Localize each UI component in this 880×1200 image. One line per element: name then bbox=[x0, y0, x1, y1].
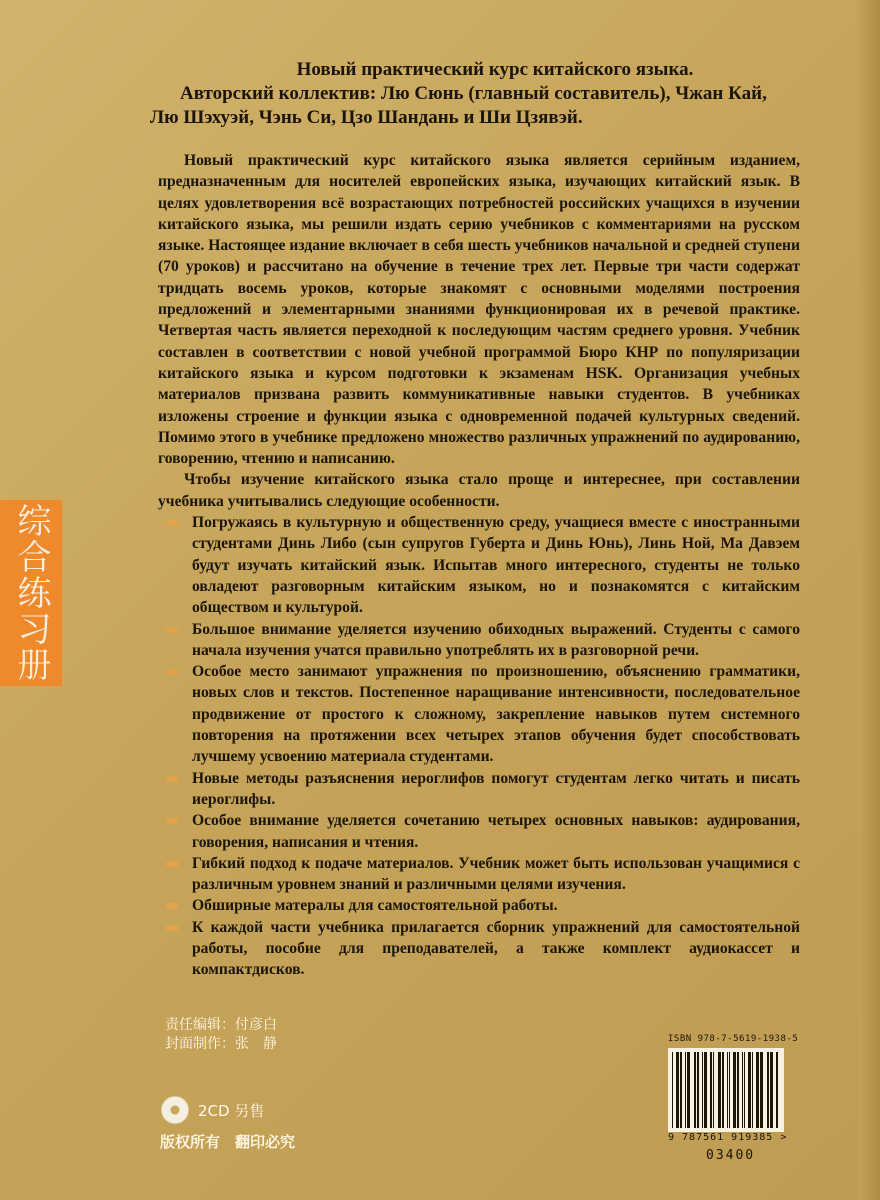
barcode-bar bbox=[729, 1052, 730, 1128]
list-item bbox=[158, 853, 800, 896]
list-item bbox=[158, 768, 800, 811]
header bbox=[150, 58, 840, 130]
barcode-bar bbox=[767, 1052, 769, 1128]
barcode-bar bbox=[676, 1052, 679, 1128]
barcode-bar bbox=[672, 1052, 673, 1128]
list-item-text: Большое внимание уделяется изучению обиходных выражений. Студенты с самого начала изучения учатся правильно употреблять их в разговорной речи. bbox=[192, 620, 800, 659]
barcode-bar bbox=[776, 1052, 778, 1128]
price-code: 03400 bbox=[706, 1148, 756, 1163]
barcode-bar bbox=[697, 1052, 699, 1128]
barcode-bar bbox=[748, 1052, 751, 1128]
bullet-icon bbox=[166, 903, 178, 909]
barcode-bar bbox=[742, 1052, 743, 1128]
list-item bbox=[158, 619, 800, 662]
credits bbox=[165, 1016, 277, 1054]
cd-label: 2CD 另售 bbox=[198, 1101, 265, 1120]
barcode-graphic bbox=[668, 1048, 784, 1132]
cd-note bbox=[160, 1095, 264, 1125]
barcode-bar bbox=[680, 1052, 682, 1128]
isbn-label: ISBN 978-7-5619-1938-5 bbox=[668, 1034, 799, 1044]
barcode bbox=[668, 1048, 784, 1132]
barcode-bar bbox=[694, 1052, 696, 1128]
barcode-bar bbox=[770, 1052, 773, 1128]
book-title: Новый практический курс китайского языка. bbox=[296, 59, 694, 80]
barcode-bar bbox=[687, 1052, 690, 1128]
list-item-text: Особое внимание уделяется сочетанию четырех основных навыков: аудирования, говорения, написания и чтения. bbox=[192, 812, 800, 851]
barcode-bar bbox=[760, 1052, 763, 1128]
bullet-icon bbox=[166, 776, 178, 782]
cover-design-credit: 封面制作：张 静 bbox=[165, 1036, 277, 1052]
copyright-notice: 版权所有 翻印必究 bbox=[160, 1133, 296, 1151]
bullet-icon bbox=[166, 669, 178, 675]
list-item bbox=[158, 810, 800, 853]
barcode-bar bbox=[710, 1052, 712, 1128]
barcode-bar bbox=[727, 1052, 728, 1128]
bullet-icon bbox=[166, 627, 178, 633]
features-intro-paragraph: Чтобы изучение китайского языка стало проще и интереснее, при составлении учебника учитывались следующие особенности. bbox=[158, 471, 800, 510]
features-list bbox=[158, 512, 800, 981]
bullet-icon bbox=[166, 520, 178, 526]
series-tab-label: 综合练习册 bbox=[11, 503, 51, 683]
list-item bbox=[158, 661, 800, 767]
list-item bbox=[158, 895, 800, 916]
barcode-digits: 9 787561 919385 > bbox=[668, 1132, 788, 1143]
cover-edge bbox=[858, 0, 880, 1200]
barcode-bar bbox=[752, 1052, 753, 1128]
list-item-text: Новые методы разъяснения иероглифов помогут студентам легко читать и писать иероглифы. bbox=[192, 769, 800, 808]
description bbox=[158, 150, 800, 981]
barcode-bar bbox=[713, 1052, 714, 1128]
list-item-text: Обширные матерaлы для самостоятельной работы. bbox=[192, 897, 558, 915]
bullet-icon bbox=[166, 861, 178, 867]
series-tab bbox=[0, 500, 62, 686]
barcode-bar bbox=[737, 1052, 739, 1128]
barcode-bar bbox=[685, 1052, 686, 1128]
barcode-bar bbox=[702, 1052, 703, 1128]
intro-paragraph: Новый практический курс китайского языка является серийным изданием, предназначенным для носителей европейских языка, изучающих китайский язык. В целях удовлетворения всё возрастающих потребностей российских учащихся в изучении китайского языка, мы решили издать серию учебников с комментариями на русском языке. Настоящее издание включает в себя шесть учебников начальной и средней ступени (70 уроков) и рассчитано на обучение в течение трех лет. Первые три части содержат тридцать восемь уроков, которые знакомят с основными моделями построения предложений и элементарными знаниями функционировая их в речевой практике. Четвертая часть является переходной к последующим частям среднего уровня. Учебник составлен в соответствии с новой учебной программой Бюро КНР по популяризации китайского языка и курсом подготовки к экзаменам HSK. Организация учебных материалов призвана развить коммуникативные навыки студентов. В учебниках изложены строение и функции языка с одновременной подачей культурных сведений. Помимо этого в учебнике предложено множество различных упражнений по аудированию, говорению, чтению и написанию. bbox=[158, 152, 800, 468]
authors-line-1: Авторский коллектив: Лю Сюнь (главный составитель), Чжан Кай, bbox=[180, 83, 767, 104]
list-item bbox=[158, 512, 800, 618]
bullet-icon bbox=[166, 818, 178, 824]
list-item bbox=[158, 917, 800, 981]
cd-disc-icon bbox=[160, 1095, 190, 1125]
list-item-text: Гибкий подход к подаче материалов. Учебник может быть использован учащимися с различным уровнем знаний и различными целями изучения. bbox=[192, 854, 800, 894]
authors-line-2: Лю Шэхуэй, Чэнь Си, Цзо Шандань и Ши Цзявэй. bbox=[150, 107, 583, 128]
list-item-text: К каждой части учебника прилагается сборник упражнений для самостоятельной работы, пособие для преподавателей, а также комплект аудиокассет и компактдисков. bbox=[192, 918, 800, 979]
barcode-bar bbox=[718, 1052, 721, 1128]
list-item-text: Особое место занимают упражнения по произношению, объяснению грамматики, новых слов и текстов. Постепенное наращивание интенсивности, последовательное продвижение от простого к сложному, закрепление навыков путем системного повторения на протяжении всех четырех этапов обучения будет способствовать лучшему усвоению материала студентами. bbox=[192, 663, 800, 766]
barcode-bar bbox=[722, 1052, 724, 1128]
barcode-bar bbox=[704, 1052, 707, 1128]
list-item-text: Погружаясь в культурную и общественную среду, учащиеся вместе с иностранными студентами Динь Либо (сын супругов Губерта и Динь Юнь), Линь Ной, Ма Давэем будут изучать китайский язык. Испытав много интересного, студенты не только овладеют разговорным китайским языком, но и познакомятся с китайским обществом и культурой. bbox=[192, 514, 800, 617]
barcode-bar bbox=[756, 1052, 759, 1128]
bullet-icon bbox=[166, 925, 178, 931]
barcode-bar bbox=[744, 1052, 745, 1128]
barcode-bar bbox=[733, 1052, 736, 1128]
isbn-block bbox=[668, 1034, 799, 1164]
editor-credit: 责任编辑：付彦白 bbox=[165, 1017, 277, 1033]
